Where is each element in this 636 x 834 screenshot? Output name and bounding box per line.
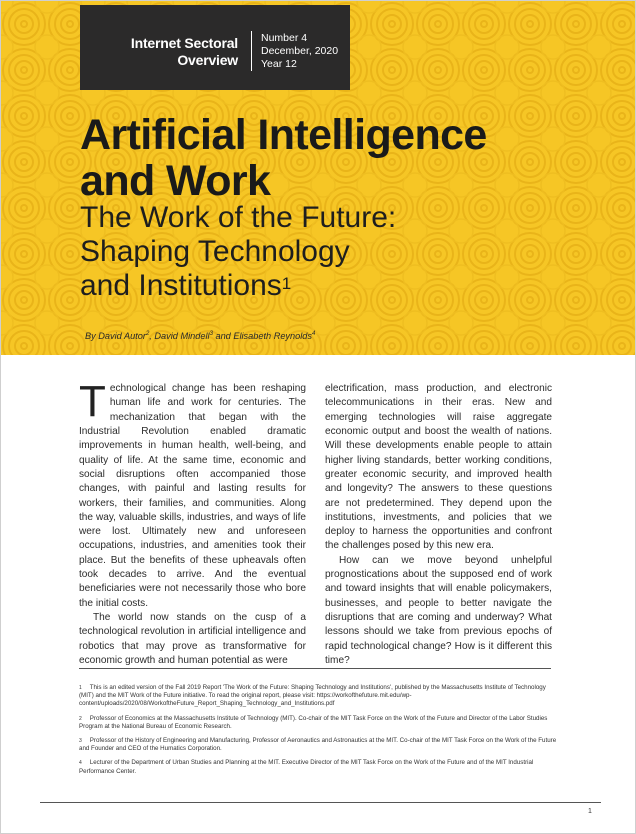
footnote-2: $^2$ Professor of Economics at the Massachusetts Institute of Technology (MIT). Co-chair of the MIT Task Force on the Work of the Future and Director of the Labor Studies Program at the National Bureau of Economic Research. [79,714,548,730]
body-paragraph: How can we move beyond unhelpful prognostications about the supposed end of work and toward insights that will enable policymakers, businesses, and people to better navigate the disruptions that are coming and underway? What lessons should we take from previous epochs of rapid technological change? How is it different this time? [325,554,552,666]
page-footer-divider [40,802,601,803]
series-title [80,35,238,69]
tag-divider [251,31,252,71]
series-title-line1: Internet Sectoral [130,35,238,51]
footnote-3: $^3$ Professor of the History of Engineering and Manufacturing, Professor of Aeronautics and Astronautics at the MIT. Co-chair of the MIT Task Force on the Work of the Future and Founder and CEO of the Humatics Corporation. [79,737,557,753]
page-number: 1 [588,808,592,815]
author-mindell: David Mindell [154,331,210,342]
footnotes [79,684,557,782]
issue-date: December, 2020 [261,44,339,57]
body-column-left [79,377,306,668]
title-line2: and Work [80,157,271,205]
author-line: By David Autor$^2$, David Mindell$^3$ and Elisabeth Reynolds$^4$ [85,331,316,342]
body-paragraph: electrification, mass production, and electronic telecommunications in their eras. New and emerging technologies will raise aggregate economic output and boost the wealth of nations. Will these developments enable people to attain higher living standards, better working conditions, greater economic security, and improved health and longevity? The answers to these questions are not predetermined. They depend upon the institutions, investments, and policies that we deploy to harness the opportunities and confront the challenges posed by this new era. [325,383,552,552]
body-paragraph: Technological change has been reshaping human life and work for centuries. The mechanization that began with the Industrial Revolution enabled dramatic improvements in human health, well-being, and quality of life. At the same time, economic and social disruptions often accompanied those changes, with painful and lasting results for workers, their families, and communities. Along the way, valuable skills, industries, and ways of life were lost. Ultimately new and unforeseen occupations, industries, and amenities took their place. But the benefits of these upheavals often took decades to arrive. And the eventual beneficiaries were not necessarily those who bore the initial costs. [79,377,306,609]
issue-meta [261,32,338,70]
series-title-line2: Overview [177,52,238,68]
footnote-4: $^4$ Lecturer of the Department of Urban Studies and Planning at the MIT. Executive Director of the MIT Task Force on the Work of the Future and of the MIT Industrial Performance Center. [79,759,534,775]
title-line1: Artificial Intelligence [80,111,487,159]
footnote-1: $^1$ This is an edited version of the Fall 2019 Report 'The Work of the Future: Shaping Technology and Institutions', published by the Massachusetts Institute of Technology (MIT) and the MIT Work of the Future initiative. To read the original report, please visit: https://workofthefuture.mit.edu/wp-content/uploads/2020/08/WorkoftheFuture_Report_Shaping_Technology_and_Institutions.pdf [79,684,546,708]
document-title [80,112,487,204]
issue-year: Year 12 [261,57,297,70]
footnote-ref-2[interactable]: 2 [145,331,150,337]
body-paragraph: The world now stands on the cusp of a technological revolution in artificial intelligence and robotics that may prove as transformative for economic growth and human potential as were [79,612,306,666]
cover-banner [1,1,635,355]
footnote-ref-3[interactable]: 3 [209,331,213,337]
footnote-ref-4[interactable]: 4 [312,331,316,337]
subtitle-line3: and Institutions$^1$ [80,269,292,302]
footnote-ref-1[interactable]: 1 [281,274,292,293]
body-column-right [325,382,552,668]
document-subtitle [80,201,396,303]
subtitle-line1: The Work of the Future: [80,201,397,234]
issue-number: Number 4 [261,32,308,44]
drop-cap: T [79,377,106,426]
sectoral-overview-tag [80,5,350,90]
author-reynolds: Elisabeth Reynolds [233,331,312,342]
footnote-divider [79,668,551,669]
author-autor: David Autor [98,331,146,342]
subtitle-line2: Shaping Technology [80,235,350,268]
